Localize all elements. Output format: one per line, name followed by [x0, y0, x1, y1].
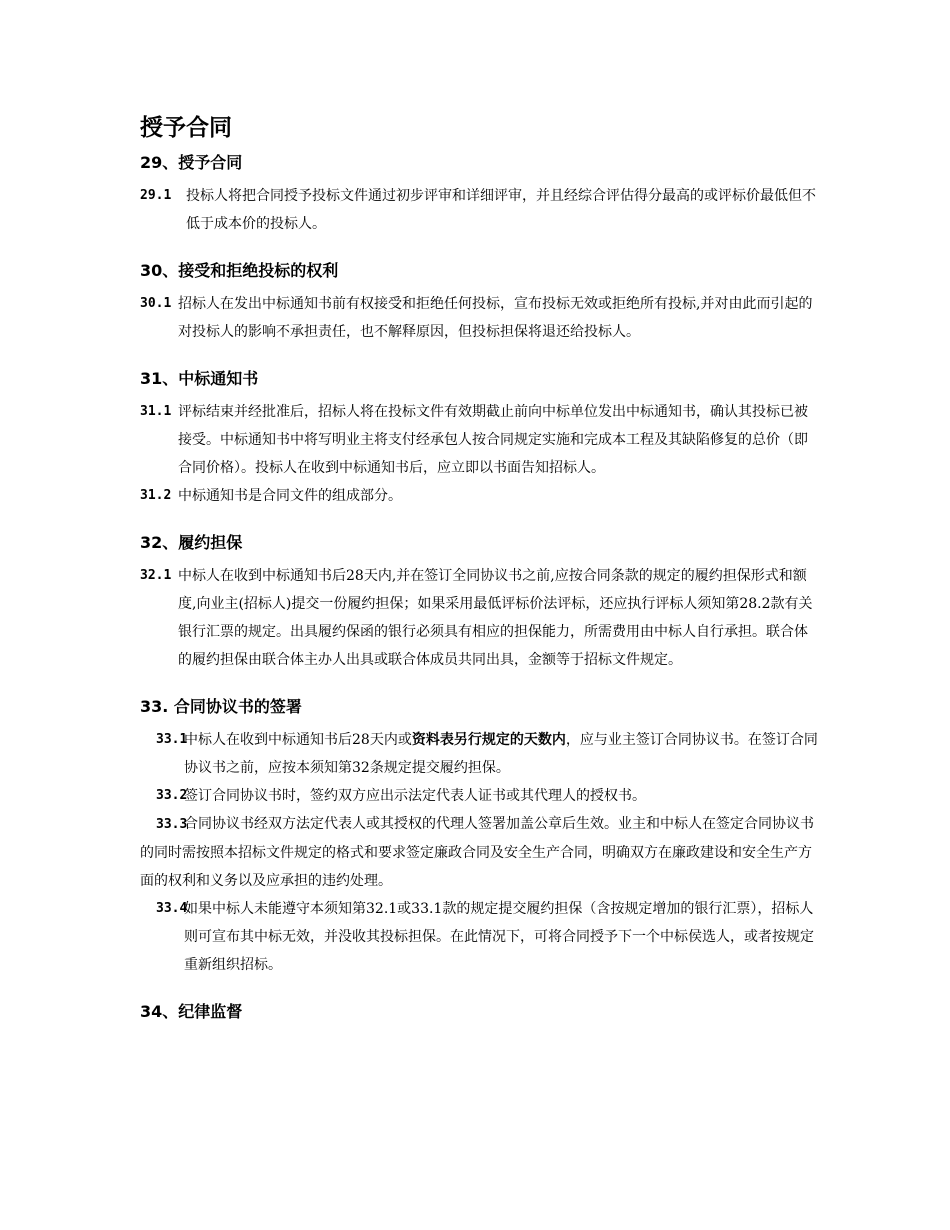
document-page [140, 112, 820, 1045]
section-33 [140, 694, 820, 979]
clause-number: 33.4 [156, 901, 188, 916]
section-heading: 31、中标通知书 [140, 369, 259, 388]
clause-number: 29.1 [140, 188, 172, 203]
clause-number: 33.1 [156, 732, 188, 747]
clause-33-3 [140, 810, 820, 895]
section-heading: 34、纪律监督 [140, 1002, 243, 1021]
clause-33-1 [140, 726, 820, 782]
clause-text: 投标人将把合同授予投标文件通过初步评审和详细评审，并且经综合评估得分最高的或评标价最低但不低于成本价的投标人。 [186, 188, 816, 232]
clause-text: 签订合同协议书时，签约双方应出示法定代表人证书或其代理人的授权书。 [184, 788, 646, 804]
clause-number: 32.1 [140, 568, 172, 583]
section-29 [140, 150, 820, 238]
section-31 [140, 366, 820, 510]
clause-text: 如果中标人未能遵守本须知第32.1或33.1款的规定提交履约担保（含按规定增加的银行汇票），招标人则可宣布其中标无效，并没收其投标担保。在此情况下，可将合同授予下一个中标侯选人，或者按规定重新组织招标。 [184, 901, 814, 973]
clause-text: 评标结束并经批准后，招标人将在投标文件有效期截止前向中标单位发出中标通知书，确认其投标已被接受。中标通知书中将写明业主将支付经承包人按合同规定实施和完成本工程及其缺陷修复的总价（即合同价格）。投标人在收到中标通知书后，应立即以书面告知招标人。 [178, 404, 808, 476]
clause-text: 招标人在发出中标通知书前有权接受和拒绝任何投标，宣布投标无效或拒绝所有投标,并对由此而引起的对投标人的影响不承担责任，也不解释原因，但投标担保将退还给投标人。 [178, 296, 813, 340]
section-heading: 33. 合同协议书的签署 [140, 697, 302, 716]
clause-text: 中标人在收到中标通知书后28天内或 [184, 732, 412, 748]
clause-33-2 [140, 782, 820, 810]
clause-text-emphasis: 资料表另行规定的天数内 [411, 732, 566, 748]
page-title: 授予合同 [140, 115, 232, 141]
clause-number: 30.1 [140, 296, 172, 311]
section-30 [140, 258, 820, 346]
clause-text: ，应与业主签订合同协议书。在签订合同协议书之前，应按本须知第32条规定提交履约担保。 [184, 732, 818, 776]
clause-30-1 [140, 290, 820, 346]
clause-number: 33.3 [156, 817, 188, 832]
clause-29-1 [140, 182, 820, 238]
clause-33-4 [140, 895, 820, 979]
section-32 [140, 530, 820, 674]
clause-text: 中标人在收到中标通知书后28天内,并在签订全同协议书之前,应按合同条款的规定的履约担保形式和额度,向业主(招标人)提交一份履约担保；如果采用最低评标价法评标，还应执行评标人须知第28.2款有关银行汇票的规定。出具履约保函的银行必须具有相应的担保能力，所需费用由中标人自行承担。联合体的履约担保由联合体主办人出具或联合体成员共同出具，金额等于招标文件规定。 [178, 568, 813, 668]
clause-number: 31.1 [140, 404, 172, 419]
clause-31-2 [140, 482, 820, 510]
clause-31-1 [140, 398, 820, 482]
section-heading: 29、授予合同 [140, 153, 243, 172]
clause-text: 中标通知书是合同文件的组成部分。 [178, 488, 402, 504]
section-heading: 32、履约担保 [140, 533, 243, 552]
clause-number: 33.2 [156, 788, 188, 803]
clause-text: 合同协议书经双方法定代表人或其授权的代理人签署加盖公章后生效。业主和中标人在签定合同协议书的同时需按照本招标文件规定的格式和要求签定廉政合同及安全生产合同，明确双方在廉政建设和安全生产方面的权利和义务以及应承担的违约处理。 [140, 816, 814, 889]
clause-number: 31.2 [140, 488, 172, 503]
section-heading: 30、接受和拒绝投标的权利 [140, 261, 339, 280]
section-34 [140, 999, 820, 1025]
clause-32-1 [140, 562, 820, 674]
